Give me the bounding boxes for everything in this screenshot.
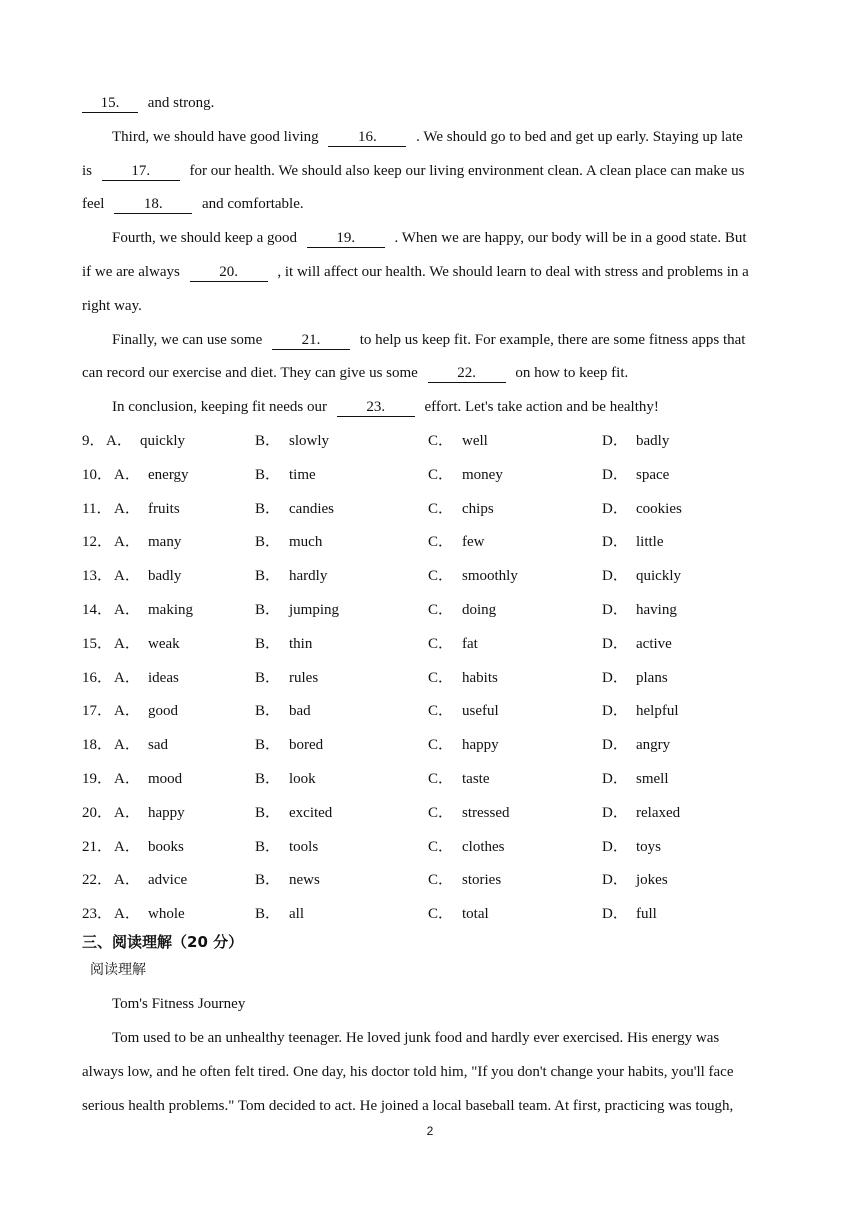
answer-blank: 16. — [328, 129, 406, 147]
reading-line: serious health problems." Tom decided to act. He joined a local baseball team. At first, practicing was tough, — [82, 1098, 734, 1114]
passage-text: Third, we should have good living — [112, 129, 323, 145]
option-text-d[interactable]: little — [636, 534, 664, 551]
option-letter-a: A． — [114, 737, 140, 754]
option-text-b[interactable]: slowly — [289, 433, 330, 449]
page-number: 2 — [426, 1124, 434, 1138]
option-letter-d: D． — [602, 804, 628, 821]
option-letter-a: A． — [114, 703, 140, 720]
option-text-c[interactable]: happy — [462, 737, 499, 754]
option-letter-c: C． — [428, 872, 454, 889]
passage-text: if we are always — [82, 264, 184, 280]
option-letter-d: D． — [602, 568, 628, 585]
option-text-c[interactable]: fat — [462, 635, 478, 652]
passage-line — [82, 296, 142, 316]
question-number: 18． — [82, 737, 113, 754]
option-text-a[interactable]: happy — [148, 804, 185, 821]
reading-line: always low, and he often felt tired. One day, his doctor told him, "If you don't change your habits, you'll face — [82, 1064, 734, 1080]
section-heading: 三、阅读理解（20 分） — [82, 933, 244, 951]
option-text-d[interactable]: having — [636, 602, 677, 618]
option-text-b[interactable]: much — [289, 534, 323, 551]
option-text-d[interactable]: active — [636, 635, 672, 652]
option-letter-a: A． — [114, 838, 140, 855]
option-letter-c: C． — [428, 838, 454, 855]
option-letter-c: C． — [428, 466, 454, 483]
passage-line — [112, 228, 747, 248]
option-letter-a: A． — [114, 906, 140, 923]
option-letter-c: C． — [428, 771, 454, 787]
option-text-d[interactable]: plans — [636, 669, 668, 686]
answer-blank: 21. — [272, 332, 350, 350]
option-letter-d: D． — [602, 703, 628, 720]
question-number: 9． — [82, 433, 105, 449]
question-row — [82, 870, 782, 890]
passage-text: and comfortable. — [198, 196, 304, 212]
option-text-d[interactable]: cookies — [636, 500, 682, 517]
option-letter-b: B． — [255, 906, 281, 923]
option-text-d[interactable]: angry — [636, 737, 671, 754]
passage-text: can record our exercise and diet. They can give us some — [82, 365, 422, 381]
question-row — [82, 600, 782, 620]
option-letter-d: D． — [602, 771, 628, 787]
option-letter-a: A． — [114, 635, 140, 652]
option-text-d[interactable]: space — [636, 466, 670, 483]
option-text-a[interactable]: mood — [148, 771, 183, 787]
option-letter-d: D． — [602, 466, 628, 483]
option-text-b[interactable]: news — [289, 872, 320, 889]
option-text-b[interactable]: candies — [289, 500, 334, 517]
option-text-d[interactable]: helpful — [636, 703, 679, 720]
answer-blank: 22. — [428, 365, 506, 383]
passage-line — [82, 93, 214, 113]
question-row — [82, 904, 782, 924]
option-text-d[interactable]: toys — [636, 838, 662, 855]
option-letter-a: A． — [114, 602, 140, 618]
option-text-d[interactable]: smell — [636, 771, 669, 787]
reading-title: Tom's Fitness Journey — [112, 996, 246, 1012]
option-text-b[interactable]: jumping — [289, 602, 340, 618]
option-letter-b: B． — [255, 804, 281, 821]
option-letter-a: A． — [114, 466, 140, 483]
passage-line — [82, 262, 749, 282]
option-text-c[interactable]: well — [462, 433, 488, 449]
option-text-a[interactable]: making — [148, 602, 193, 618]
passage-text: In conclusion, keeping fit needs our — [112, 399, 331, 415]
option-letter-d: D． — [602, 838, 628, 855]
option-letter-d: D． — [602, 602, 628, 618]
option-letter-d: D． — [602, 433, 628, 449]
option-letter-d: D． — [602, 534, 628, 551]
answer-blank: 19. — [307, 230, 385, 248]
passage-text: for our health. We should also keep our living environment clean. A clean place can make us — [185, 163, 745, 179]
option-text-a[interactable]: weak — [148, 635, 180, 652]
option-text-d[interactable]: quickly — [636, 568, 681, 585]
passage-line — [112, 397, 659, 417]
option-letter-a: A． — [114, 872, 140, 889]
passage-text: on how to keep fit. — [511, 365, 629, 381]
option-text-c[interactable]: taste — [462, 771, 490, 787]
option-text-c[interactable]: total — [462, 906, 489, 923]
option-letter-c: C． — [428, 433, 454, 449]
option-text-b[interactable]: excited — [289, 804, 333, 821]
option-letter-a: A． — [114, 771, 140, 787]
answer-blank: 17. — [102, 163, 180, 181]
passage-text: right way. — [82, 298, 142, 314]
reading-line: Tom used to be an unhealthy teenager. He loved junk food and hardly ever exercised. His energy was — [112, 1030, 720, 1046]
option-letter-b: B． — [255, 737, 281, 754]
option-letter-b: B． — [255, 872, 281, 889]
question-number: 23． — [82, 906, 113, 923]
question-number: 12． — [82, 534, 113, 551]
option-letter-b: B． — [255, 500, 281, 517]
option-text-a[interactable]: badly — [148, 568, 182, 585]
option-text-a[interactable]: energy — [148, 466, 189, 483]
question-row — [82, 566, 782, 586]
option-letter-c: C． — [428, 906, 454, 923]
passage-text: Fourth, we should keep a good — [112, 230, 301, 246]
question-number: 19． — [82, 771, 113, 787]
option-text-b[interactable]: thin — [289, 635, 313, 652]
option-letter-a: A． — [106, 433, 132, 449]
option-letter-d: D． — [602, 669, 628, 686]
question-number: 20． — [82, 804, 113, 821]
passage-text: and strong. — [144, 95, 215, 111]
passage-line — [112, 330, 745, 350]
question-number: 15． — [82, 635, 113, 652]
option-text-d[interactable]: full — [636, 906, 657, 923]
option-text-b[interactable]: bad — [289, 703, 311, 720]
question-row — [82, 634, 782, 654]
passage-text: . When we are happy, our body will be in a good state. But — [390, 230, 747, 246]
answer-blank: 23. — [337, 399, 415, 417]
option-text-a[interactable]: quickly — [140, 433, 185, 449]
option-letter-b: B． — [255, 771, 281, 787]
option-letter-c: C． — [428, 737, 454, 754]
option-text-b[interactable]: all — [289, 906, 304, 923]
option-letter-c: C． — [428, 635, 454, 652]
option-letter-a: A． — [114, 669, 140, 686]
option-text-c[interactable]: chips — [462, 500, 494, 517]
option-letter-d: D． — [602, 500, 628, 517]
option-text-c[interactable]: stressed — [462, 804, 510, 821]
option-text-b[interactable]: hardly — [289, 568, 328, 585]
option-letter-b: B． — [255, 433, 281, 449]
question-row — [82, 803, 782, 823]
option-text-a[interactable]: good — [148, 703, 178, 720]
option-text-b[interactable]: rules — [289, 669, 319, 686]
passage-text: . We should go to bed and get up early. Staying up late — [412, 129, 743, 145]
option-letter-b: B． — [255, 466, 281, 483]
answer-blank: 20. — [190, 264, 268, 282]
question-number: 16． — [82, 669, 113, 686]
option-text-d[interactable]: relaxed — [636, 804, 681, 821]
question-number: 13． — [82, 568, 113, 585]
option-text-c[interactable]: smoothly — [462, 568, 518, 585]
option-letter-d: D． — [602, 872, 628, 889]
option-letter-d: D． — [602, 737, 628, 754]
option-letter-c: C． — [428, 568, 454, 585]
option-text-c[interactable]: money — [462, 466, 503, 483]
option-letter-b: B． — [255, 703, 281, 720]
option-letter-d: D． — [602, 906, 628, 923]
passage-text: , it will affect our health. We should learn to deal with stress and problems in a — [273, 264, 749, 280]
passage-line — [82, 363, 628, 383]
question-row — [82, 701, 782, 721]
question-number: 21． — [82, 838, 113, 855]
option-text-d[interactable]: jokes — [636, 872, 668, 889]
answer-blank: 18. — [114, 196, 192, 214]
option-letter-c: C． — [428, 804, 454, 821]
option-text-c[interactable]: clothes — [462, 838, 505, 855]
option-text-c[interactable]: few — [462, 534, 485, 551]
option-letter-b: B． — [255, 669, 281, 686]
passage-text: is — [82, 163, 96, 179]
option-letter-b: B． — [255, 838, 281, 855]
option-letter-a: A． — [114, 568, 140, 585]
question-row — [82, 837, 782, 857]
option-letter-c: C． — [428, 602, 454, 618]
option-letter-c: C． — [428, 500, 454, 517]
option-text-c[interactable]: doing — [462, 602, 497, 618]
passage-text: Finally, we can use some — [112, 332, 266, 348]
option-text-a[interactable]: books — [148, 838, 184, 855]
question-row — [82, 499, 782, 519]
section-subheading: 阅读理解 — [90, 962, 146, 978]
question-number: 22． — [82, 872, 113, 889]
question-row — [82, 735, 782, 755]
question-row — [82, 668, 782, 688]
question-row — [82, 769, 782, 789]
option-text-c[interactable]: useful — [462, 703, 499, 720]
question-row — [82, 431, 782, 451]
option-letter-a: A． — [114, 500, 140, 517]
option-text-c[interactable]: habits — [462, 669, 498, 686]
question-number: 17． — [82, 703, 113, 720]
option-text-b[interactable]: tools — [289, 838, 319, 855]
option-letter-c: C． — [428, 669, 454, 686]
passage-line — [82, 161, 745, 181]
passage-line — [112, 127, 743, 147]
option-text-b[interactable]: bored — [289, 737, 324, 754]
option-text-a[interactable]: many — [148, 534, 182, 551]
question-row — [82, 465, 782, 485]
question-row — [82, 532, 782, 552]
option-text-a[interactable]: fruits — [148, 500, 180, 517]
passage-text: to help us keep fit. For example, there are some fitness apps that — [356, 332, 746, 348]
passage-line — [82, 194, 304, 214]
question-number: 11． — [82, 500, 112, 517]
option-letter-b: B． — [255, 534, 281, 551]
question-number: 10． — [82, 466, 113, 483]
option-text-d[interactable]: badly — [636, 433, 670, 449]
option-letter-c: C． — [428, 703, 454, 720]
option-letter-b: B． — [255, 602, 281, 618]
option-letter-b: B． — [255, 568, 281, 585]
option-letter-d: D． — [602, 635, 628, 652]
option-letter-a: A． — [114, 804, 140, 821]
passage-text: effort. Let's take action and be healthy! — [420, 399, 659, 415]
option-text-a[interactable]: sad — [148, 737, 168, 754]
option-letter-c: C． — [428, 534, 454, 551]
option-text-c[interactable]: stories — [462, 872, 502, 889]
question-number: 14． — [82, 602, 113, 618]
option-letter-a: A． — [114, 534, 140, 551]
passage-text: feel — [82, 196, 109, 212]
option-text-a[interactable]: whole — [148, 906, 185, 923]
option-text-b[interactable]: time — [289, 466, 316, 483]
option-text-b[interactable]: look — [289, 771, 316, 787]
option-letter-b: B． — [255, 635, 281, 652]
option-text-a[interactable]: ideas — [148, 669, 179, 686]
answer-blank: 15. — [82, 95, 138, 113]
option-text-a[interactable]: advice — [148, 872, 188, 889]
